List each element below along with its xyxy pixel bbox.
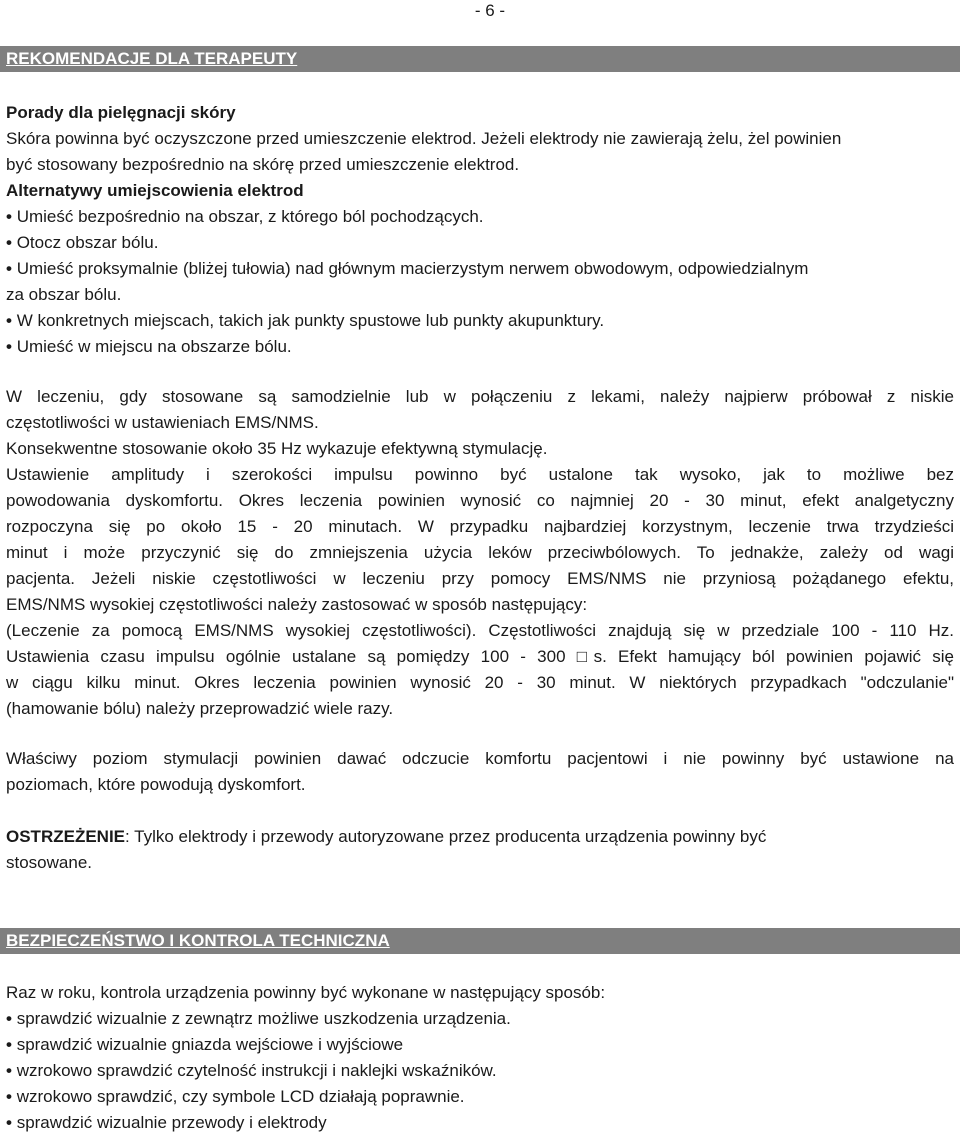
paragraph-line: powodowania dyskomfortu. Okres leczenia powinien wynosić co najmniej 20 - 30 minut, efekt analgetyczny [6,491,954,510]
skin-care-line: być stosowany bezpośrednio na skórę przed umieszczenie elektrod. [6,155,520,174]
warning-line [6,824,954,850]
paragraph-line: (Leczenie za pomocą EMS/NMS wysokiej częstotliwości). Częstotliwości znajdują się w przedziale 100 - 110 Hz. [6,621,954,640]
section-title-safety: BEZPIECZEŃSTWO I KONTROLA TECHNICZNA [6,931,390,950]
bullet-icon: • [6,1061,12,1080]
skin-care-line: Skóra powinna być oczyszczone przed umieszczenie elektrod. Jeżeli elektrody nie zawierają żelu, żel powinien [6,129,842,148]
safety-list-item: • sprawdzić wizualnie z zewnątrz możliwe uszkodzenia urządzenia. [6,1009,511,1028]
paragraph-line: poziomach, które powodują dyskomfort. [6,775,306,794]
bullet-icon: • [6,337,12,356]
page-number: - 6 - [474,1,506,20]
bullet-icon: • [6,259,12,278]
treatment-paragraph [6,384,954,722]
bullet-icon: • [6,1113,12,1132]
placement-list-item: • Umieść bezpośrednio na obszar, z którego ból pochodzących. [6,207,484,226]
paragraph-line: rozpoczyna się po około 15 - 20 minutach. W przypadku najbardziej korzystnym, leczenie trwa trzydzieści [6,517,954,536]
paragraph-line: W leczeniu, gdy stosowane są samodzielnie lub w połączeniu z lekami, należy najpierw próbował z niskie [6,387,954,406]
bullet-icon: • [6,233,12,252]
safety-list-item: • sprawdzić wizualnie przewody i elektrody [6,1113,327,1132]
bullet-icon: • [6,311,12,330]
placement-list-item: • W konkretnych miejscach, takich jak punkty spustowe lub punkty akupunktury. [6,311,605,330]
placement-list-item-continuation: za obszar bólu. [6,285,122,304]
safety-list-item: • wzrokowo sprawdzić, czy symbole LCD działają poprawnie. [6,1087,465,1106]
paragraph-line: w ciągu kilku minut. Okres leczenia powinien wynosić 20 - 30 minut. W niektórych przypadkach "odczulanie" [6,673,954,692]
paragraph-line: EMS/NMS wysokiej częstotliwości należy zastosować w sposób następujący: [6,595,588,614]
placement-list-item: • Otocz obszar bólu. [6,233,159,252]
section-title-therapist: REKOMENDACJE DLA TERAPEUTY [6,49,298,68]
paragraph-line: (hamowanie bólu) należy przeprowadzić wiele razy. [6,699,394,718]
safety-intro: Raz w roku, kontrola urządzenia powinny być wykonane w następujący sposób: [6,983,606,1002]
electrode-placement-heading: Alternatywy umiejscowienia elektrod [6,181,304,200]
skin-care-heading: Porady dla pielęgnacji skóry [6,103,236,122]
safety-block [6,980,954,1136]
safety-list-item: • wzrokowo sprawdzić czytelność instrukcji i naklejki wskaźników. [6,1061,497,1080]
paragraph-line: częstotliwości w ustawieniach EMS/NMS. [6,413,319,432]
warning-text: : Tylko elektrody i przewody autoryzowane przez producenta urządzenia powinny być [125,827,767,846]
paragraph-line: Właściwy poziom stymulacji powinien dawać odczucie komfortu pacjentowi i nie powinny być ustawione na [6,749,954,768]
bullet-icon: • [6,1009,12,1028]
bullet-icon: • [6,1087,12,1106]
placement-list-item: • Umieść w miejscu na obszarze bólu. [6,337,292,356]
safety-list-item: • sprawdzić wizualnie gniazda wejściowe i wyjściowe [6,1035,404,1054]
paragraph-line: Ustawienie amplitudy i szerokości impulsu powinno być ustalone tak wysoko, jak to możliwe bez [6,465,954,484]
bullet-icon: • [6,1035,12,1054]
warning-continuation: stosowane. [6,853,92,872]
paragraph-line: Konsekwentne stosowanie około 35 Hz wykazuje efektywną stymulację. [6,439,548,458]
paragraph-line: Ustawienia czasu impulsu ogólnie ustalane są pomiędzy 100 - 300 □s. Efekt hamujący ból powinien pojawić się [6,647,954,666]
warning-label: OSTRZEŻENIE [6,827,126,846]
warning-paragraph [6,824,954,876]
paragraph-line: pacjenta. Jeżeli niskie częstotliwości w leczeniu przy pomocy EMS/NMS nie przyniosą pożądanego efektu, [6,569,954,588]
section-header-therapist [0,46,960,72]
comfort-paragraph [6,746,954,798]
bullet-icon: • [6,207,12,226]
skin-care-block [6,100,954,360]
paragraph-line: minut i może przyczynić się do zmniejszenia użycia leków przeciwbólowych. To jednakże, zależy od wagi [6,543,954,562]
section-header-safety [0,928,960,954]
placement-list-item: • Umieść proksymalnie (bliżej tułowia) nad głównym macierzystym nerwem obwodowym, odpowiedzialnym [6,259,809,278]
